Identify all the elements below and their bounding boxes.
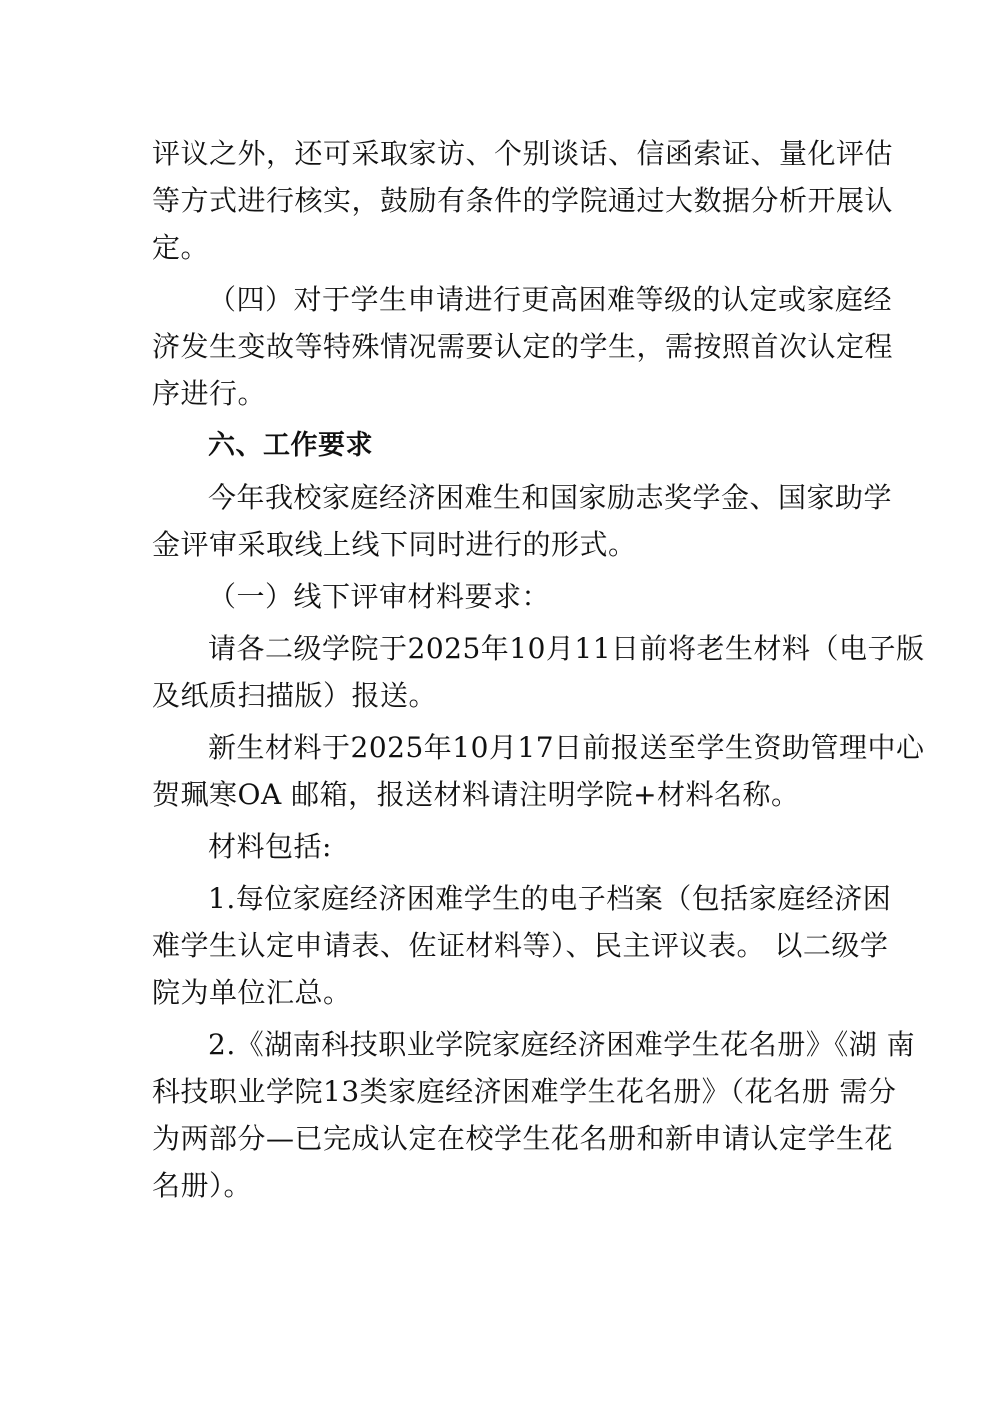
section-heading: 六、工作要求 bbox=[208, 430, 373, 461]
text-line: 2.《湖南科技职业学院家庭经济困难学生花名册》《湖 南 bbox=[208, 1028, 916, 1061]
text-line: （四）对于学生申请进行更高困难等级的认定或家庭经 bbox=[208, 283, 893, 316]
text-line: 院为单位汇总。 bbox=[152, 976, 352, 1009]
paragraph-special-cases bbox=[152, 276, 894, 417]
text-line: 新生材料于2025年10月17日前报送至学生资助管理中心 bbox=[208, 731, 925, 764]
text-line: 评议之外，还可采取家访、个别谈话、信函索证、量化评估 bbox=[152, 137, 894, 170]
list-item bbox=[152, 1021, 916, 1209]
text-line: 今年我校家庭经济困难生和国家励志奖学金、国家助学 bbox=[208, 481, 893, 514]
materials-label: 材料包括: bbox=[208, 830, 332, 863]
text-line: 济发生变故等特殊情况需要认定的学生，需按照首次认定程 bbox=[152, 330, 894, 363]
text-line: 1.每位家庭经济困难学生的电子档案（包括家庭经济困 bbox=[208, 882, 892, 915]
text-line: 及纸质扫描版）报送。 bbox=[152, 679, 438, 712]
text-line: 等方式进行核实，鼓励有条件的学院通过大数据分析开展认 bbox=[152, 184, 894, 217]
text-line: 科技职业学院13类家庭经济困难学生花名册》（花名册 需分 bbox=[152, 1075, 897, 1108]
text-line: 名册）。 bbox=[152, 1169, 253, 1202]
paragraph-returning-students bbox=[152, 625, 925, 719]
paragraph-new-students bbox=[152, 724, 925, 818]
text-line: 金评审采取线上线下同时进行的形式。 bbox=[152, 528, 637, 561]
text-line: 请各二级学院于2025年10月11日前将老生材料（电子版 bbox=[208, 632, 925, 665]
text-line: 为两部分—已完成认定在校学生花名册和新申请认定学生花 bbox=[152, 1122, 894, 1155]
subheading: （一）线下评审材料要求： bbox=[208, 580, 551, 613]
text-line: 定。 bbox=[152, 231, 210, 264]
text-line: 贺珮寒OA 邮箱，报送材料请注明学院+材料名称。 bbox=[152, 778, 800, 811]
text-line: 序进行。 bbox=[152, 377, 267, 410]
list-item bbox=[152, 875, 892, 1016]
paragraph-verification-methods bbox=[152, 130, 894, 271]
paragraph-review-format bbox=[152, 474, 893, 568]
document-page bbox=[152, 130, 925, 1209]
text-line: 难学生认定申请表、佐证材料等）、民主评议表。 以二级学 bbox=[152, 929, 889, 962]
